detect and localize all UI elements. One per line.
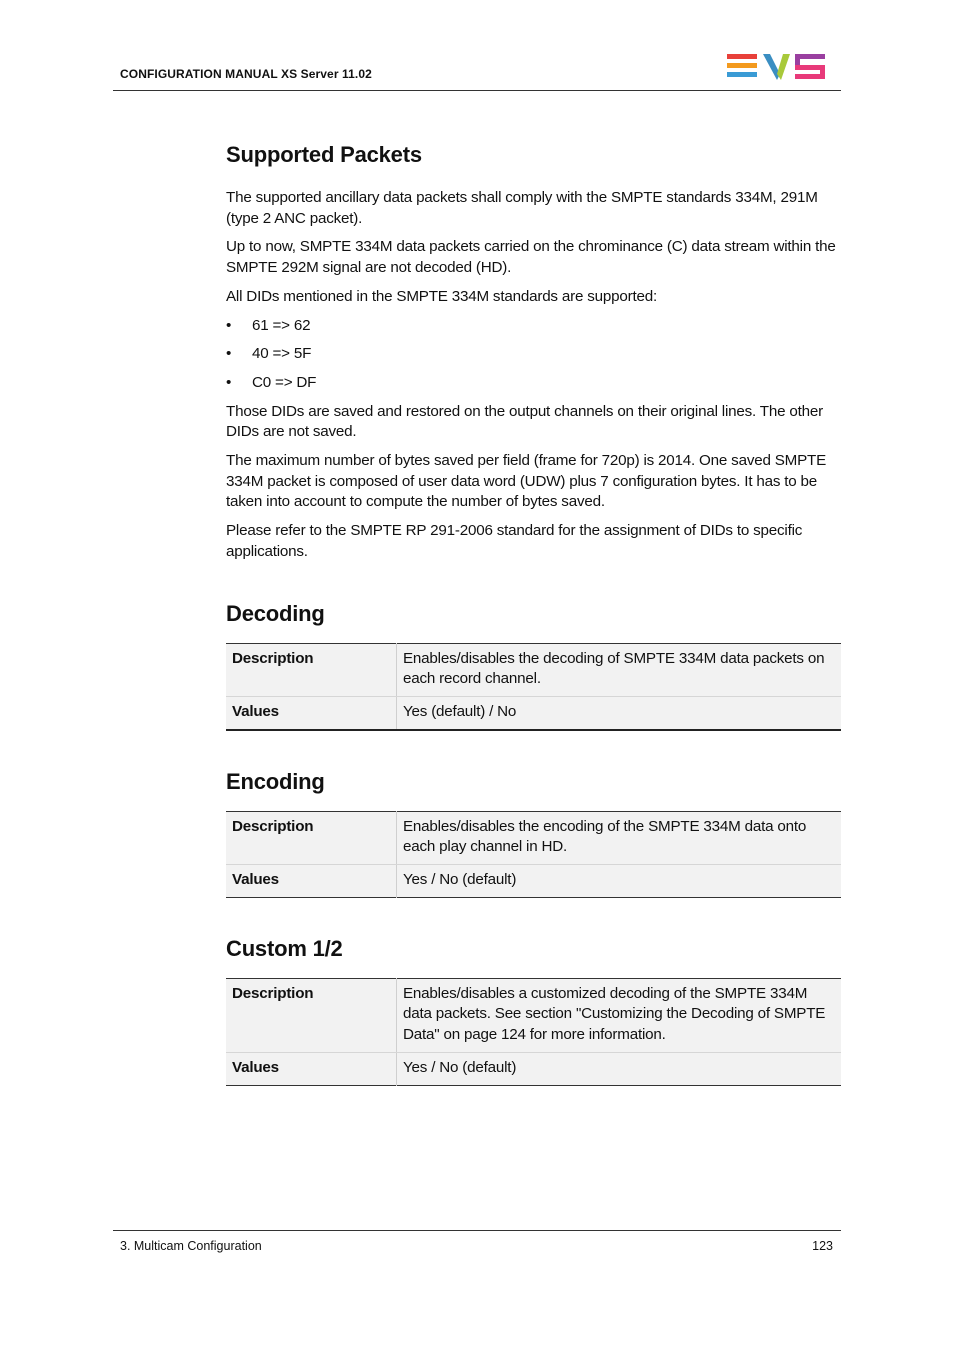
page-footer	[113, 1230, 841, 1255]
paragraph: The maximum number of bytes saved per field (frame for 720p) is 2014. One saved SMPTE 334M packet is composed of user data word (UDW) plus 7 configuration bytes. It has to be taken into account to compute the number of bytes saved.	[226, 452, 827, 511]
paragraph: Please refer to the SMPTE RP 291-2006 standard for the assignment of DIDs to specific applications.	[226, 522, 803, 560]
logo-v-right	[777, 54, 790, 80]
logo-s-bar-3	[795, 74, 825, 79]
row-value: Yes / No (default)	[397, 1052, 842, 1085]
row-value: Yes / No (default)	[397, 865, 842, 898]
row-label: Values	[226, 696, 397, 729]
paragraph: The supported ancillary data packets shall comply with the SMPTE standards 334M, 291M (type 2 ANC packet).	[226, 189, 818, 227]
did-list	[226, 316, 841, 394]
row-label: Description	[226, 643, 397, 696]
footer-section: 3. Multicam Configuration	[120, 1239, 262, 1253]
list-item	[226, 373, 841, 394]
table-row	[226, 865, 841, 898]
decoding-table	[226, 643, 841, 731]
logo-s-bar-2	[795, 65, 825, 70]
logo-e-bar-1	[727, 54, 757, 59]
section-heading-encoding: Encoding	[226, 768, 325, 794]
logo-e-bar-2	[727, 63, 757, 68]
row-label: Values	[226, 1052, 397, 1085]
section-heading-supported-packets: Supported Packets	[226, 142, 422, 167]
encoding-table	[226, 811, 841, 898]
logo-v-left	[763, 54, 780, 80]
row-value: Enables/disables the decoding of SMPTE 334M data packets on each record channel.	[397, 643, 842, 696]
section-heading-custom: Custom 1/2	[226, 935, 343, 961]
paragraph: Up to now, SMPTE 334M data packets carried on the chrominance (C) data stream within the SMPTE 292M signal are not decoded (HD).	[226, 238, 836, 277]
list-item-text: 61 => 62	[252, 316, 311, 334]
logo-s-right	[820, 70, 825, 74]
custom-table	[226, 978, 841, 1086]
list-item-text: 40 => 5F	[252, 345, 312, 363]
bullet-icon: •	[226, 373, 232, 391]
evs-logo	[725, 52, 835, 82]
header-title: CONFIGURATION MANUAL XS Server 11.02	[120, 67, 372, 81]
list-item-text: C0 => DF	[252, 373, 317, 391]
row-value: Yes (default) / No	[397, 696, 842, 729]
table-row	[226, 1052, 841, 1085]
bullet-icon: •	[226, 345, 232, 363]
page-content	[226, 140, 841, 1086]
bullet-icon: •	[226, 316, 232, 334]
paragraph: Those DIDs are saved and restored on the output channels on their original lines. The other DIDs are not saved.	[226, 402, 823, 441]
table-row	[226, 811, 841, 864]
row-label: Description	[226, 811, 397, 864]
list-item	[226, 344, 841, 365]
row-label: Values	[226, 865, 397, 898]
logo-s-left	[795, 59, 800, 65]
row-value: Enables/disables the encoding of the SMPTE 334M data onto each play channel in HD.	[397, 811, 842, 864]
logo-e-bar-3	[727, 72, 757, 77]
page-number: 123	[812, 1239, 833, 1253]
logo-s-bar-1	[795, 54, 825, 59]
paragraph: All DIDs mentioned in the SMPTE 334M standards are supported:	[226, 287, 657, 305]
table-row	[226, 978, 841, 1052]
table-row	[226, 643, 841, 696]
page-header	[113, 50, 841, 91]
row-label: Description	[226, 978, 397, 1052]
row-value: Enables/disables a customized decoding of the SMPTE 334M data packets. See section "Customizing the Decoding of SMPTE Data" on page 124 for more information.	[397, 978, 842, 1052]
list-item	[226, 316, 841, 337]
section-heading-decoding: Decoding	[226, 600, 325, 626]
table-row	[226, 696, 841, 729]
